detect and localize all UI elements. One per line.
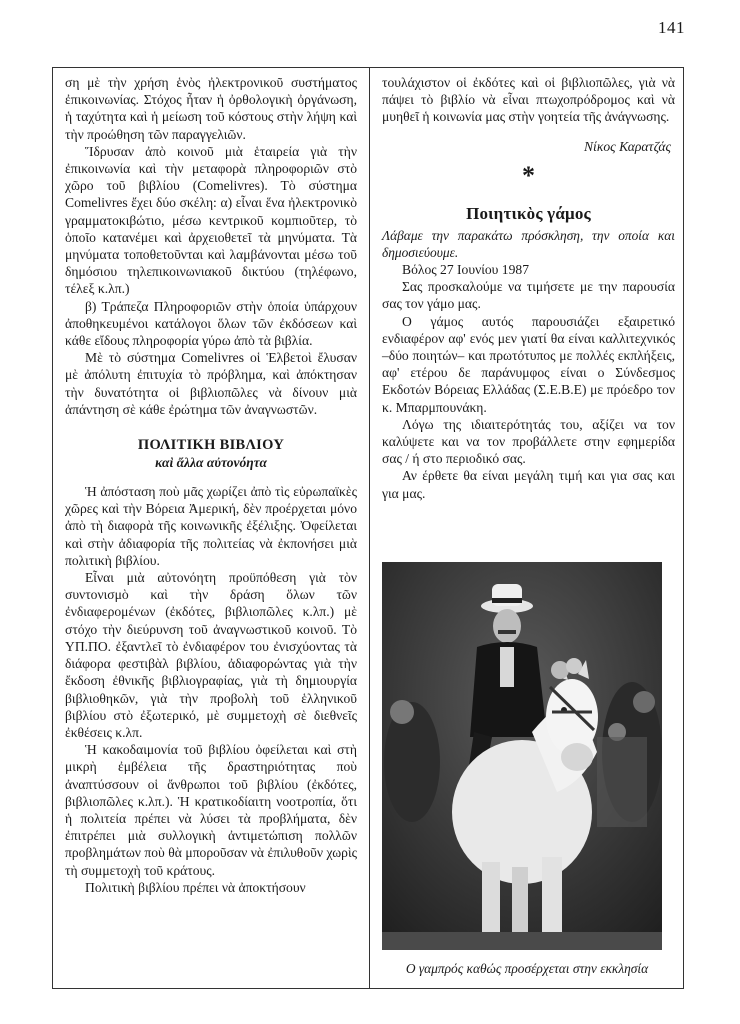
article-frame: [52, 67, 684, 989]
paragraph: Εἶναι μιὰ αὐτονόητη προϋπόθεση γιὰ τὸν συντονισμὸ καὶ τὴν δράση ὅλων τῶν ἐνδιαφερομένων (ἐκδότες, βιβλιοπῶλες κ.λπ.) μὲ στόχο τὴν διεύρυνση τοῦ ἀναγνωστικοῦ κοινοῦ. Τὸ ΥΠ.ΠΟ. ἐξαντλεῖ τὸ ἐνδιαφέρον του ἐνισχύοντας τὰ διάφορα φεστιβὰλ βιβλίου, ἀδιαφορώντας γιὰ τὴν ἔκδοση ἐθνικῆς βιβλιογραφίας, γιὰ τὴ δημιουργία βιβλιοθηκῶν, γιὰ τὴν προβολὴ τοῦ ἑλληνικοῦ βιβλίου στὸ ἐξωτερικό, μὲ συμμετοχὴ σὲ διεθνεῖς ἐκθέσεις κ.λπ.: [65, 570, 357, 740]
section-heading-title: ΠΟΛΙΤΙΚΗ ΒΙΒΛΙΟΥ: [137, 437, 285, 454]
paragraph: Αν έρθετε θα είναι μεγάλη τιμή και για σας και για μας.: [382, 468, 675, 501]
paragraph: Μὲ τὸ σύστημα Comelivres οἱ Ἑλβετοὶ ἔλυσαν μὲ ἀπόλυτη ἐπιτυχία τὸ πρόβλημα, καὶ ἀπόκτησαν τὴν δυνατότητα οἱ βιβλιοπῶλες νὰ δίνουν μιὰ ἀπάντηση σὲ κάθε ἐρώτημα τῶν ἀναγνωστῶν.: [65, 350, 357, 417]
paragraph: β) Τράπεζα Πληροφοριῶν στὴν ὁποία ὑπάρχουν ἀποθηκευμένοι κατάλογοι ὅλων τῶν ἐκδόσεων καὶ κάθε εἴδους πληροφορία γύρω ἀπὸ τὰ βιβλία.: [65, 298, 357, 349]
paragraph: Πολιτικὴ βιβλίου πρέπει νὰ ἀποκτήσουν: [85, 879, 306, 895]
author-signature: Νίκος Καρατζάς: [583, 138, 671, 154]
wedding-photo: [382, 562, 662, 950]
section-heading-subtitle: καὶ ἄλλα αὐτονόητα: [155, 455, 267, 471]
paragraph: Ἵδρυσαν ἀπὸ κοινοῦ μιὰ ἑταιρεία γιὰ τὴν ἐπικοινωνία καὶ τὴν μεταφορὰ πληροφοριῶν στὸ χῶρο τοῦ βιβλίου (Comelivres). Τὸ σύστημα Comelivres ἔχει δύο σκέλη: α) εἶναι ἕνα ἠλεκτρονικὸ γραμματοκιβώτιο, μέσω κεντρικοῦ κομπιοῦτερ, τὸ ὁποῖο κατανέμει καὶ ἀρχειοθετεῖ τὰ μηνύματα. Τὰ μηνύματα τοποθετοῦνται καὶ λαμβάνονται μέσω τοῦ δημόσιου τηλεπικοινωνιακοῦ δικτύου (τηλέφωνο, τέλεξ κ.λπ.): [65, 143, 357, 297]
paragraph: Σας προσκαλούμε να τιμήσετε με την παρουσία σας τον γάμο μας.: [382, 279, 675, 312]
paragraph: Ἡ κακοδαιμονία τοῦ βιβλίου ὀφείλεται καὶ στὴ μικρὴ ἐμβέλεια τῆς δραστηριότητας ποὺ ἀναπτύσσουν οἱ ἄνθρωποι τοῦ βιβλίου (ἐκδότες, βιβλιοπῶλες κ.λπ.). Ἡ κρατικοδίαιτη νοοτροπία, ὅτι ἡ πολιτεία πρέπει νὰ λύσει τὰ προβλήματα, δὲν ἐπιτρέπει μιὰ συλλογικὴ ἀντιμετώπιση πολλῶν προβλημάτων ποὺ θὰ μποροῦσαν νὰ ἐπιλυθοῦν χωρὶς τὴ συμμετοχὴ τοῦ κράτους.: [65, 742, 357, 878]
paragraph: Ἡ ἀπόσταση ποὺ μᾶς χωρίζει ἀπὸ τὶς εὐρωπαϊκὲς χῶρες καὶ τὴν Βόρεια Ἀμερική, δὲν προέρχεται μόνο ἀπὸ τὴ διαφορὰ τῆς κοινωνικῆς ἐξέλιξης. Ὀφείλεται καὶ στὴν ἀδιαφορία τῆς πολιτείας νὰ ἐκπονήσει μιὰ πολιτικὴ βιβλίου.: [65, 484, 357, 568]
paragraph: τουλάχιστον οἱ ἐκδότες καὶ οἱ βιβλιοπῶλες, γιὰ νὰ πάψει τὸ βιβλίο νὰ εἶναι πτωχοπρόδρομος καὶ νὰ μυηθεῖ ἡ κοινωνία μας στὴν γοητεία τῆς ἀνάγνωσης.: [382, 75, 675, 125]
paragraph: Λόγω της ιδιαιτερότητάς του, αξίζει να τον καλύψετε και να τον προβάλλετε στην εφημερίδα σας / ή στο περιοδικό σας.: [382, 416, 675, 467]
paragraph: ση μὲ τὴν χρήση ἑνὸς ἠλεκτρονικοῦ συστήματος ἐπικοινωνίας. Στόχος ἦταν ἡ ὀρθολογικὴ ὀργάνωση, ἡ ταχύτητα καὶ ἡ μείωση τοῦ κόστους στὴν λήψη καὶ τὴν προώθηση τῶν παραγγελιῶν.: [65, 75, 357, 142]
section-heading: [65, 436, 357, 471]
photo-caption: Ο γαμπρός καθώς προσέρχεται στην εκκλησία: [405, 961, 649, 976]
right-column: [370, 68, 685, 988]
section-title: Ποιητικὸς γάμος: [466, 203, 591, 223]
paragraph: Ο γάμος αυτός παρουσιάζει εξαιρετικό ενδιαφέρον αφ' ενός μεν γιατί θα είναι καλλιτεχνικός –δύο ποιητών– και πρωτότυπος με πολλές εκπλήξεις, αφ' ετέρου δε παράνυμφος είναι ο Σύνδεσμος Εκδοτών Βόρειας Ελλάδας (Σ.Ε.Β.Ε) με πρόεδρο τον κ. Μπαρμπουνάκη.: [382, 313, 675, 415]
separator-asterisk: *: [522, 160, 535, 190]
left-column: [53, 68, 369, 988]
section-intro: Λάβαμε την παρακάτω πρόσκληση, την οποία και δημοσιεύουμε.: [382, 228, 675, 260]
page-number: 141: [658, 18, 685, 37]
date-line: Βόλος 27 Ιουνίου 1987: [402, 262, 529, 278]
